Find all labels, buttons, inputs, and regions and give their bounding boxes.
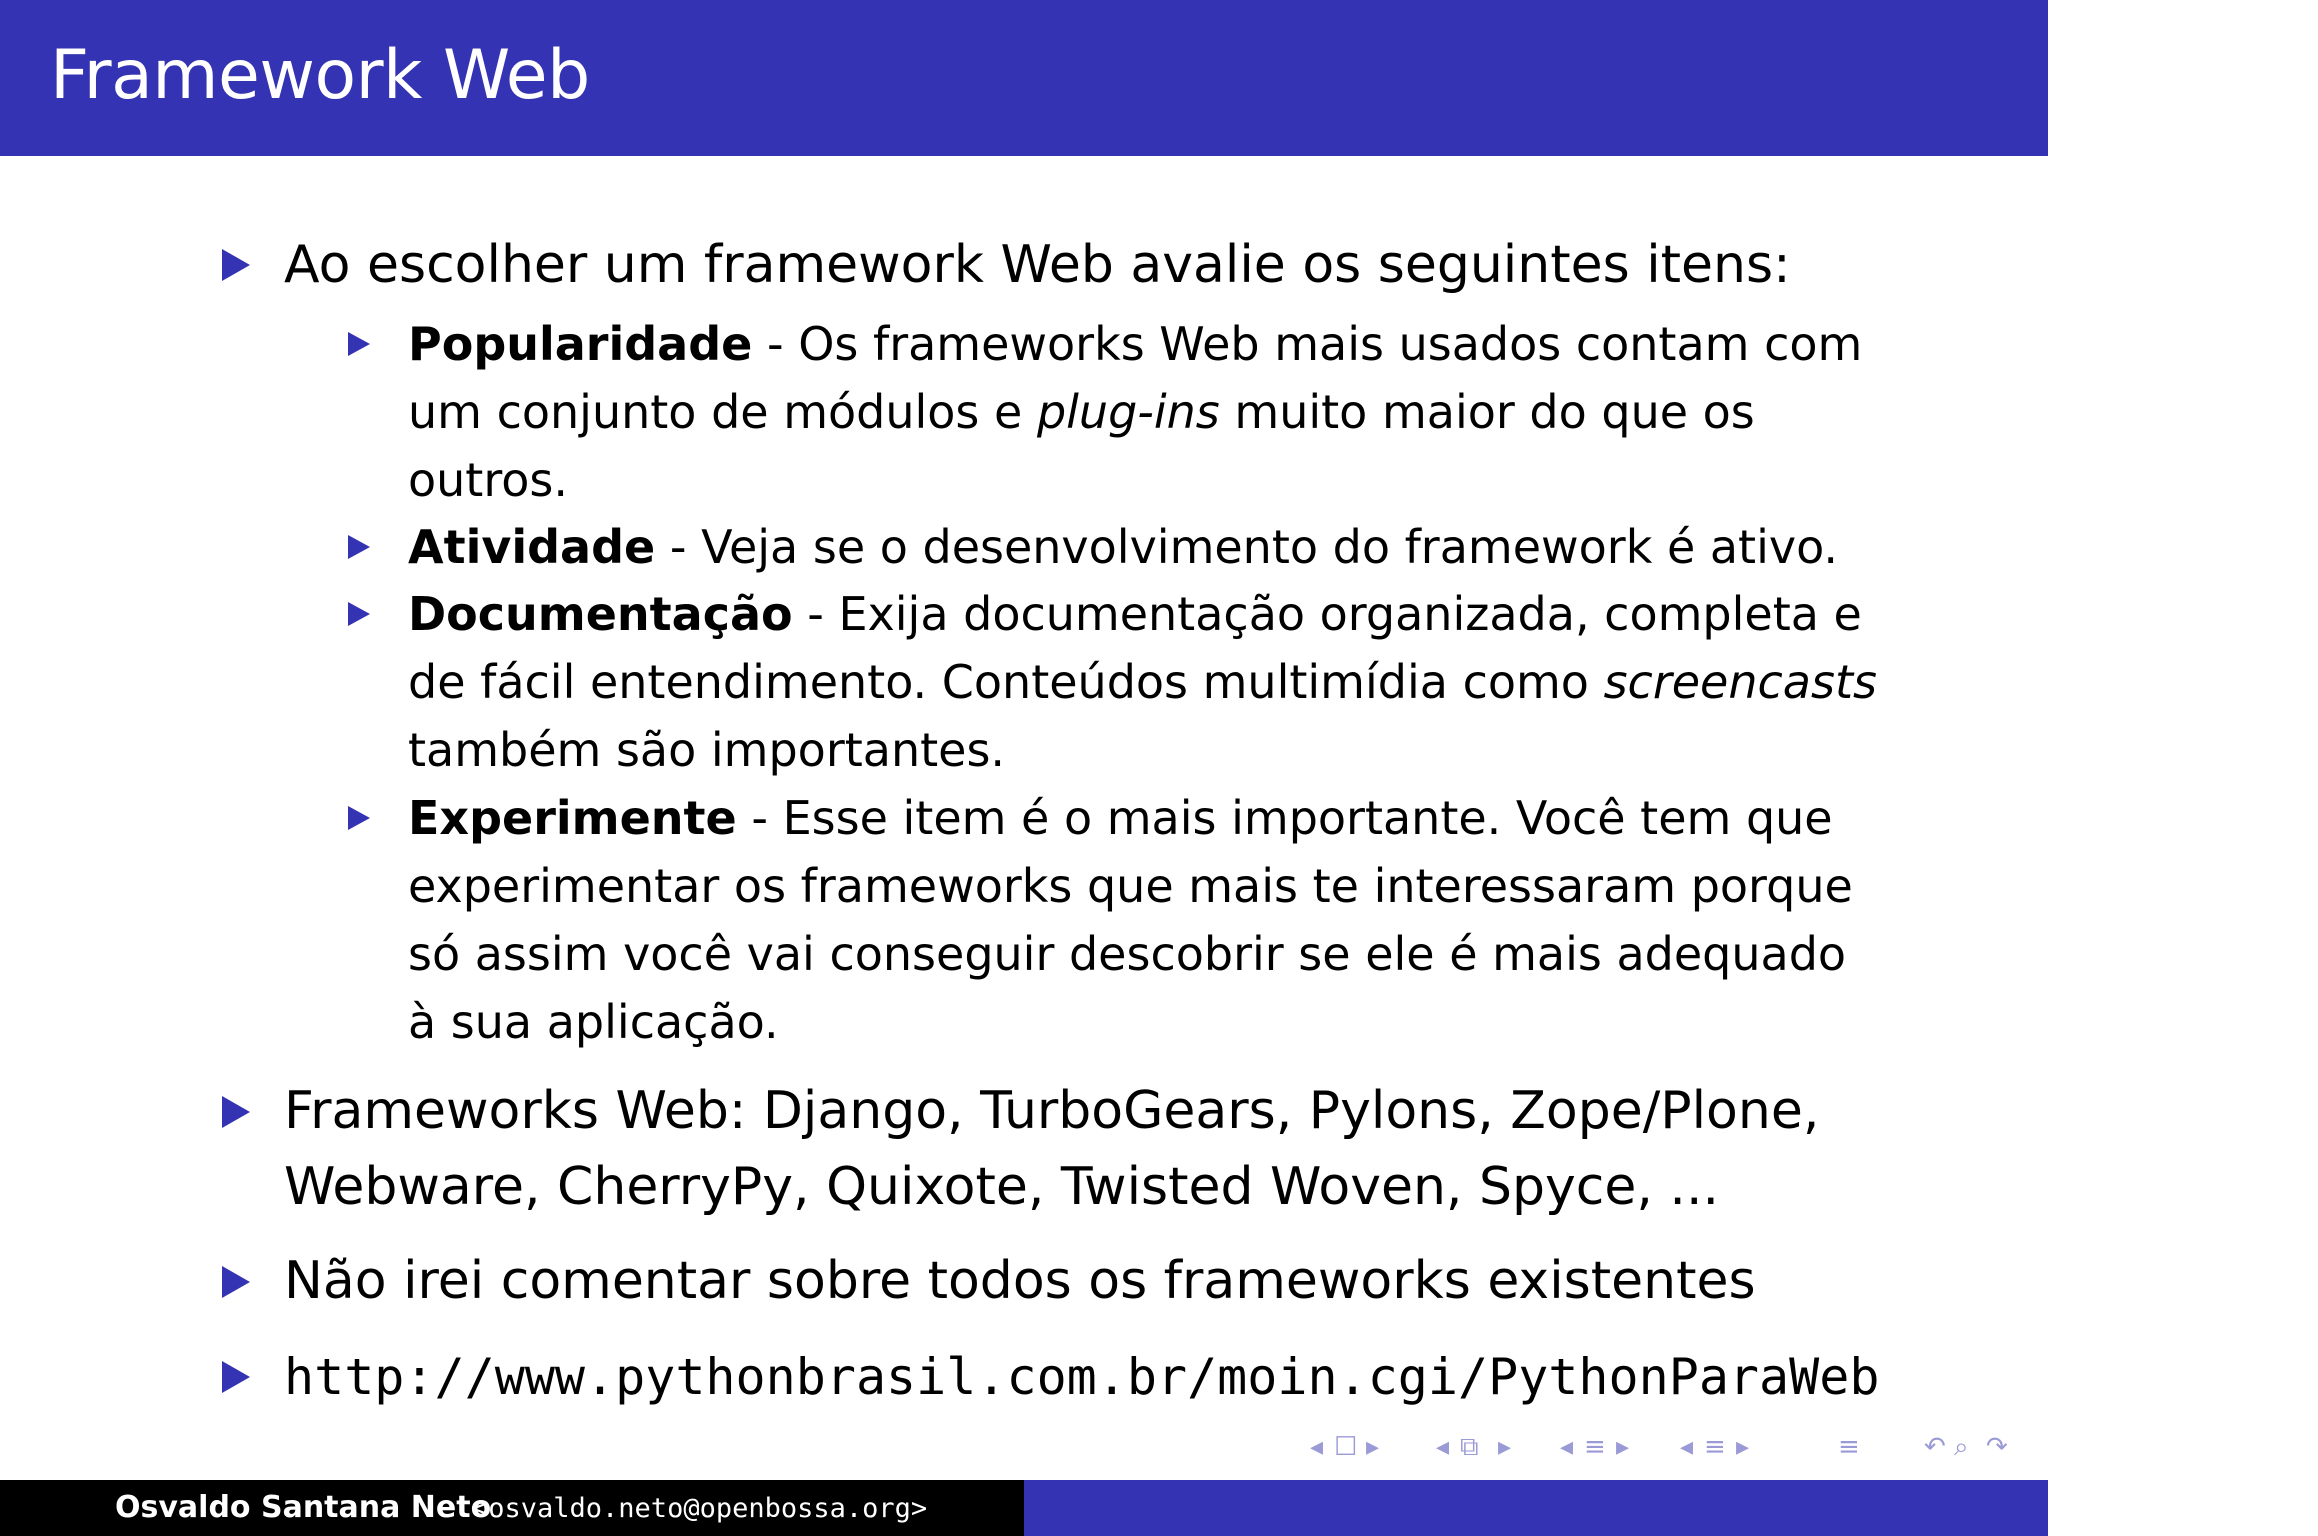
item-text: muito maior do que os outros. [408,385,1755,507]
footer-title-panel [1024,1480,2318,1536]
item-emphasis: plug-ins [1036,385,1220,439]
prev-frame-icon[interactable]: ◂ [1310,1432,1324,1462]
url-link[interactable]: http://www.pythonbrasil.com.br/moin.cgi/PythonParaWeb [284,1348,1880,1406]
comment-text: Não irei comentar sobre todos os frameworks existentes [284,1251,1756,1311]
list-item-popularidade [408,310,1888,514]
bullet-icon [222,249,250,281]
item-term: Experimente [408,791,737,845]
back-icon[interactable]: ↶ [1924,1432,1946,1462]
bullet-icon [348,332,370,356]
bullet-icon [348,535,370,559]
subsection-icon[interactable]: ⧉ [1460,1432,1479,1462]
footer-email: <osvaldo.neto@openbossa.org> [472,1493,928,1524]
item-term: Documentação [408,587,793,641]
bullet-icon [222,1266,250,1298]
list-item-documentacao [408,580,1888,784]
intro-text: Ao escolher um framework Web avalie os seguintes itens: [284,235,1791,295]
frameworks-line-1: Frameworks Web: Django, TurboGears, Pylons, Zope/Plone, [284,1081,1820,1141]
item-text: Esse item é o mais importante. Você tem que experimentar os frameworks que mais te interessaram porque só assim você vai conseguir descobrir se ele é mais adequado à sua aplicação. [408,791,1853,1049]
slide-icon[interactable]: ≡ [1704,1432,1726,1462]
navigation-bar [1310,1432,2032,1468]
item-term: Atividade [408,520,656,574]
frameworks-line-2: Webware, CherryPy, Quixote, Twisted Woven, Spyce, ... [284,1157,1720,1217]
prev-subsection-icon[interactable]: ◂ [1436,1432,1450,1462]
search-icon[interactable]: ⌕ [1954,1432,1969,1462]
bullet-icon [222,1361,250,1393]
item-text: Veja se o desenvolvimento do framework é ativo. [701,520,1839,574]
next-section-icon[interactable]: ▸ [1616,1432,1630,1462]
prev-slide-icon[interactable]: ◂ [1680,1432,1694,1462]
item-term: Popularidade [408,317,753,371]
item-emphasis: screencasts [1603,655,1877,709]
bullet-icon [348,806,370,830]
item-text: também são importantes. [408,723,1006,777]
section-icon[interactable]: ≡ [1584,1432,1606,1462]
item-text: Exija documentação organizada, completa e de fácil entendimento. Conteúdos multimídia como [408,587,1862,709]
item-text: Os frameworks Web mais usados contam com um conjunto de módulos e [408,317,1863,439]
item-separator: - [655,520,702,574]
item-separator: - [736,791,783,845]
item-separator: - [792,587,839,641]
footer-author-panel [0,1480,1024,1536]
frame-icon[interactable]: ☐ [1334,1432,1358,1462]
bullet-icon [348,602,370,626]
footer [0,1480,2318,1536]
bullet-icon [222,1096,250,1128]
next-slide-icon[interactable]: ▸ [1736,1432,1750,1462]
next-subsection-icon[interactable]: ▸ [1498,1432,1512,1462]
next-frame-icon[interactable]: ▸ [1366,1432,1380,1462]
footer-short-title: Python WTF? [2096,1490,2318,1525]
list-item-experimente [408,784,1888,1056]
footer-author: Osvaldo Santana Neto [115,1490,492,1525]
slide-title: Framework Web [50,36,590,115]
list-item-atividade [408,513,1888,581]
item-separator: - [752,317,799,371]
document-icon[interactable]: ≡ [1838,1432,1860,1462]
prev-section-icon[interactable]: ◂ [1560,1432,1574,1462]
forward-icon[interactable]: ↷ [1986,1432,2008,1462]
